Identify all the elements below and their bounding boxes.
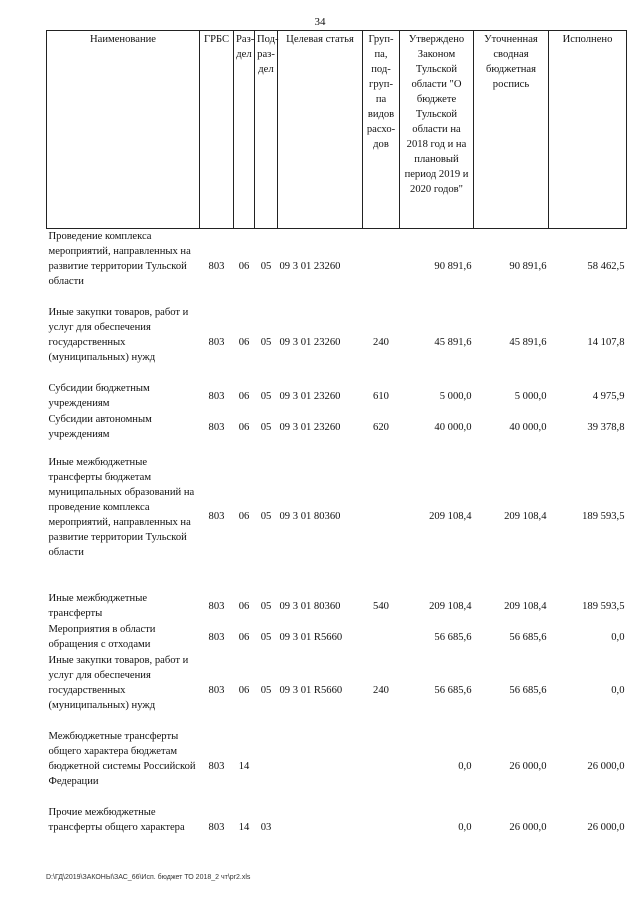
row-podrazdel: 05 xyxy=(260,337,272,348)
row-razdel: 06 xyxy=(238,421,250,433)
row-grbs: 803 xyxy=(208,822,225,833)
row-name: Межбюджетные трансферты общего характера бюджетам бюджетной системы Российской Федерации xyxy=(48,730,196,787)
row-razdel: 14 xyxy=(238,822,250,833)
table-row xyxy=(47,305,627,381)
header-razdel: Раз-дел xyxy=(234,31,255,229)
row-approved: 45 891,6 xyxy=(434,337,472,348)
row-razdel: 06 xyxy=(238,390,250,402)
row-approved: 56 685,6 xyxy=(434,685,472,696)
row-executed: 26 000,0 xyxy=(587,822,625,833)
row-podrazdel: 05 xyxy=(260,511,272,522)
row-approved: 5 000,0 xyxy=(439,390,472,402)
row-name: Иные закупки товаров, работ и услуг для обеспечения государственных (муниципальных) нужд xyxy=(48,306,189,363)
row-approved: 40 000,0 xyxy=(434,421,472,433)
row-executed: 189 593,5 xyxy=(582,511,625,522)
row-refined: 56 685,6 xyxy=(509,685,547,696)
row-target: 09 3 01 R5660 xyxy=(279,685,343,696)
row-target: 09 3 01 23260 xyxy=(279,337,341,348)
row-target xyxy=(278,805,363,851)
header-podrazdel: Под-раз-дел xyxy=(255,31,278,229)
row-executed: 58 462,5 xyxy=(587,261,625,273)
row-razdel: 06 xyxy=(238,631,250,643)
row-razdel: 06 xyxy=(238,261,250,273)
row-podrazdel xyxy=(255,729,278,805)
row-podrazdel: 05 xyxy=(260,685,272,696)
row-approved: 56 685,6 xyxy=(434,631,472,643)
row-group xyxy=(363,455,400,579)
row-podrazdel: 05 xyxy=(260,631,272,643)
header-refined: Уточненная сводная бюджетная роспись xyxy=(474,31,549,229)
row-razdel: 06 xyxy=(238,337,250,348)
budget-table xyxy=(46,30,627,851)
row-razdel: 06 xyxy=(238,685,250,696)
row-grbs: 803 xyxy=(208,600,225,612)
row-podrazdel: 05 xyxy=(260,600,272,612)
row-approved: 209 108,4 xyxy=(429,600,472,612)
row-target: 09 3 01 23260 xyxy=(279,421,341,433)
row-grbs: 803 xyxy=(208,337,225,348)
row-name: Иные межбюджетные трансферты xyxy=(48,592,148,619)
row-executed: 4 975,9 xyxy=(592,390,625,402)
row-approved: 0,0 xyxy=(458,822,472,833)
row-target xyxy=(278,729,363,805)
row-grbs: 803 xyxy=(208,685,225,696)
row-group: 240 xyxy=(373,337,389,348)
row-refined: 45 891,6 xyxy=(509,337,547,348)
table-row xyxy=(47,591,627,622)
row-group: 240 xyxy=(373,685,389,696)
row-group: 610 xyxy=(373,390,389,402)
row-target: 09 3 01 80360 xyxy=(279,600,341,612)
row-name: Мероприятия в области обращения с отходами xyxy=(48,623,156,650)
row-grbs: 803 xyxy=(208,631,225,643)
row-group xyxy=(363,805,400,851)
table-row xyxy=(47,805,627,851)
row-razdel: 06 xyxy=(238,511,250,522)
row-target: 09 3 01 23260 xyxy=(279,261,341,273)
row-target: 09 3 01 80360 xyxy=(279,511,341,522)
header-executed: Исполнено xyxy=(549,31,627,229)
row-podrazdel: 05 xyxy=(260,390,272,402)
table-header-row xyxy=(47,31,627,229)
file-path-footer: D:\ГД\2019\ЗАКОНЫ\ЗАС_66\Исп. бюджет ТО 2018_2 чт\pr2.xls xyxy=(46,874,251,881)
row-podrazdel: 03 xyxy=(260,822,272,833)
row-grbs: 803 xyxy=(208,390,225,402)
row-approved: 90 891,6 xyxy=(434,261,472,273)
header-grbs: ГРБС xyxy=(200,31,234,229)
row-name: Иные закупки товаров, работ и услуг для обеспечения государственных (муниципальных) нужд xyxy=(48,654,189,711)
row-name: Субсидии бюджетным учреждениям xyxy=(48,382,150,409)
table-row xyxy=(47,653,627,729)
row-grbs: 803 xyxy=(208,761,225,772)
row-razdel: 06 xyxy=(238,600,250,612)
row-grbs: 803 xyxy=(208,261,225,273)
row-name: Субсидии автономным учреждениям xyxy=(48,413,152,440)
row-refined: 5 000,0 xyxy=(514,390,547,402)
row-grbs: 803 xyxy=(208,421,225,433)
row-executed: 189 593,5 xyxy=(582,600,625,612)
row-group xyxy=(363,622,400,653)
row-target: 09 3 01 R5660 xyxy=(279,631,343,643)
table-row xyxy=(47,455,627,579)
row-executed: 0,0 xyxy=(611,631,625,643)
row-razdel: 14 xyxy=(238,761,250,772)
row-approved: 0,0 xyxy=(458,761,472,772)
row-executed: 26 000,0 xyxy=(587,761,625,772)
row-group xyxy=(363,729,400,805)
row-target: 09 3 01 23260 xyxy=(279,390,341,402)
row-name: Проведение комплекса мероприятий, направленных на развитие территории Тульской области xyxy=(48,231,191,287)
row-refined: 90 891,6 xyxy=(509,261,547,273)
table-row xyxy=(47,381,627,412)
row-grbs: 803 xyxy=(208,511,225,522)
table-row xyxy=(47,729,627,805)
row-refined: 26 000,0 xyxy=(509,761,547,772)
header-group: Груп-па, под-груп-па видов расхо-дов xyxy=(363,31,400,229)
row-spacer xyxy=(47,579,627,591)
header-approved: Утверждено Законом Тульской области "О бюджете Тульской области на 2018 год и на плановый период 2019 и 2020 годов" xyxy=(400,31,474,229)
row-executed: 0,0 xyxy=(611,685,625,696)
row-refined: 209 108,4 xyxy=(504,511,547,522)
row-podrazdel: 05 xyxy=(260,261,272,273)
row-executed: 14 107,8 xyxy=(587,337,625,348)
row-refined: 56 685,6 xyxy=(509,631,547,643)
row-group xyxy=(363,229,400,305)
row-group: 620 xyxy=(373,421,389,433)
row-approved: 209 108,4 xyxy=(429,511,472,522)
row-refined: 209 108,4 xyxy=(504,600,547,612)
table-row xyxy=(47,622,627,653)
row-refined: 40 000,0 xyxy=(509,421,547,433)
table-row xyxy=(47,412,627,443)
row-name: Прочие межбюджетные трансферты общего характера xyxy=(48,806,185,833)
header-target: Целевая статья xyxy=(278,31,363,229)
row-podrazdel: 05 xyxy=(260,421,272,433)
page-number: 34 xyxy=(314,16,326,28)
row-spacer xyxy=(47,443,627,455)
table-row xyxy=(47,229,627,305)
row-executed: 39 378,8 xyxy=(587,421,625,433)
row-group: 540 xyxy=(373,600,389,612)
header-name: Наименование xyxy=(47,31,200,229)
row-name: Иные межбюджетные трансферты бюджетам муниципальных образований на проведение комплекса мероприятий, направленных на развитие территории Тульской области xyxy=(48,456,195,558)
row-refined: 26 000,0 xyxy=(509,822,547,833)
